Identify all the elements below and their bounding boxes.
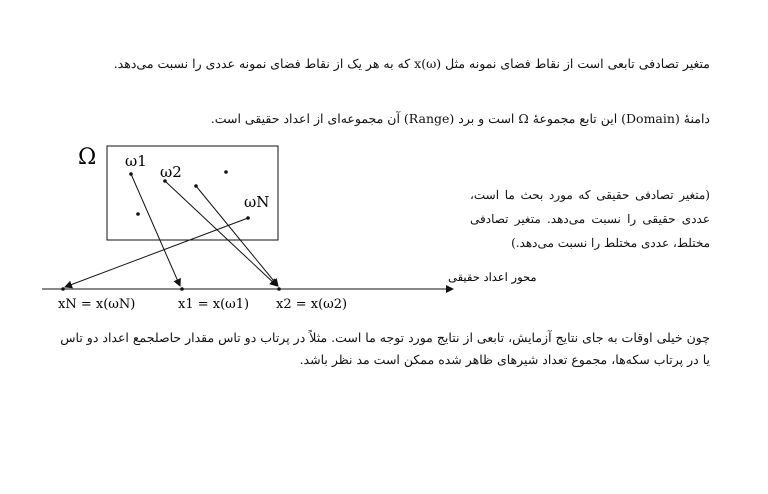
paragraph-domain: دامنهٔ (Domain) این تابع مجموعهٔ Ω است و برد (Range) آن مجموعه‌ای از اعداد حقیقی است. <box>210 111 710 126</box>
mapping-arrow-1 <box>131 174 180 286</box>
omega-1-label: ω1 <box>125 152 147 170</box>
axis-point-x1 <box>180 287 184 291</box>
sample-point <box>136 212 140 216</box>
omega-2-label: ω2 <box>160 163 182 181</box>
real-axis-label: محور اعداد حقیقی <box>448 270 537 284</box>
omega-n-label: ωN <box>244 193 270 211</box>
paragraph-intro: متغیر تصادفی تابعی است از نقاط فضای نمونه مثل x(ω) که به هر یک از نقاط فضای نمونه عددی را نسبت می‌دهد. <box>113 56 710 71</box>
paragraph-closing: چون خیلی اوقات به جای نتایج آزمایش، تابعی از نتایج مورد توجه ما است. مثلاً در پرتاب دو تاس مقدار حاصلجمع اعداد دو تاس یا در پرتاب سکه‌ها، مجموع تعداد شیرهای ظاهر شده ممکن است مد نظر باشد. <box>60 330 710 367</box>
axis-point-xn <box>61 287 65 291</box>
axis-point-x2 <box>277 287 281 291</box>
x2-label: x2 = x(ω2) <box>276 297 348 312</box>
x1-label: x1 = x(ω1) <box>178 297 250 312</box>
omega-set-label: Ω <box>78 145 97 170</box>
mapping-arrow-n <box>65 218 248 287</box>
side-note: (متغیر تصادفی حقیقی که مورد بحث ما است، عددی حقیقی را نسبت می‌دهد. متغیر تصادفی مختلط، عددی مختلط را نسبت می‌دهد.) <box>470 188 710 250</box>
xn-label: xN = x(ωN) <box>58 297 136 312</box>
sample-point <box>224 170 228 174</box>
